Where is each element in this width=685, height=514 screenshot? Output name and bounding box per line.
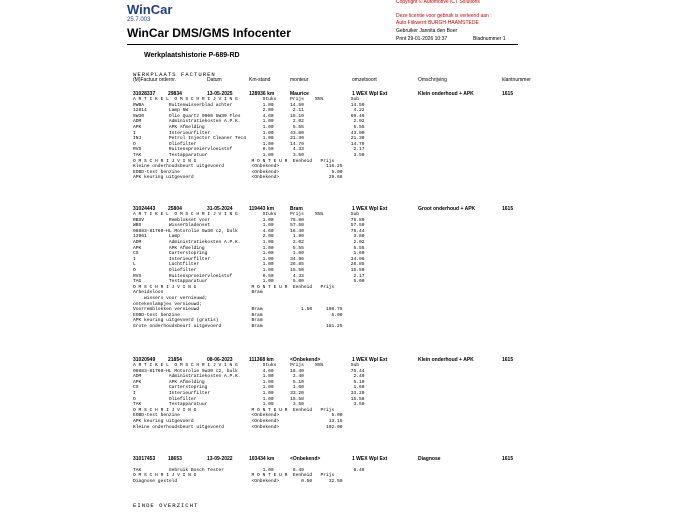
article-row: I Interieurfilter 1.00 34.96 34.96	[133, 256, 365, 262]
mileage: 128936 km	[249, 91, 275, 97]
article-row: ADM Administratiekosten A.P.K. 1.00 2.02 2.02	[133, 119, 365, 125]
col-header-omzet: omzetsoort	[352, 77, 377, 83]
print-date: Print 29-01-2026 10:37	[396, 36, 448, 42]
end-of-report: EINDE OVERZICHT	[133, 502, 199, 509]
article-row: RVS Ruitensproeiervloeistof 0.50 4.33 2.17	[133, 147, 365, 153]
user-line: Gebruiker Jannita den Boer	[396, 28, 458, 34]
article-row: APK APK Afmelding 1.00 5.55 5.55	[133, 125, 365, 130]
mileage: 103434 km	[249, 456, 275, 462]
article-row: O Oliefilter 1.00 15.50 15.50	[133, 268, 365, 273]
article-row: 12814 Lamp 5W 2.00 2.11 4.22	[133, 108, 365, 114]
col-header-datum: Datum	[207, 77, 222, 83]
labor-header: O M S C H R I J V I N G M O N T E U R Eenheid Prijs	[133, 407, 335, 413]
article-row: 08883-81760-HL Motorolie 5w30 c2, bulk 4.60 16.40 75.44	[133, 228, 365, 234]
labor-row: EOBD-test benzine <Onbekend> 5.00	[133, 413, 343, 419]
labor-row: Voorremblokken vernieuwd Bram 1.50 108.75	[133, 307, 343, 313]
labor-row: wissers voor vernieuwd;	[133, 296, 208, 301]
labor-row: APK keuring uitgevoerd (gratis) Bram	[133, 318, 263, 324]
mileage: 119443 km	[249, 206, 275, 212]
article-row: CS Carterstopring 1.00 1.60 1.60	[133, 251, 365, 257]
version-label: 25.7.003	[127, 17, 151, 23]
revenue-type: 1 WEX Wpl Ext	[352, 206, 388, 212]
article-row: CS Carterstopring 1.00 1.60 1.60	[133, 385, 365, 391]
invoice-date: 08-06-2023	[207, 357, 233, 363]
article-row: L Luchtfilter 1.00 26.85 26.85	[133, 262, 365, 268]
article-row: TAK Testapparatuur 1.00 3.50 3.50	[133, 153, 365, 158]
article-row: O Oliefilter 1.00 14.79 14.79	[133, 141, 365, 147]
license-line-1: Deze licentie voor gebruik is verleend aan :	[396, 13, 492, 19]
invoice-number: 31020949	[133, 357, 156, 363]
article-header: A R T I K E L O M S C H R I J V I N G Stuks Prijs %%% Sub	[133, 212, 360, 217]
invoice-description: Diagnose	[418, 456, 441, 462]
mechanic: Maurice	[290, 91, 309, 97]
order-number: 21854	[168, 357, 182, 363]
labor-row: Kleine onderhoudsbeurt uitgevoerd <Onbekend> 116.25	[133, 164, 343, 170]
article-row: RVS Ruitensproeiervloeistof 0.50 4.33 2.17	[133, 273, 365, 279]
col-header-factuur: (M)Factuur ordernr.	[133, 77, 177, 83]
article-row: INJ Petrol Injector Cleaner Tec4 1.00 21.30 21.30	[133, 136, 365, 142]
article-row: ADM Administratiekosten A.P.K. 1.00 2.02 2.02	[133, 240, 365, 245]
invoice-description: Klein onderhoud + APK	[418, 91, 474, 97]
article-row: WBS Wisserbladenset 1.00 57.50 57.50	[133, 223, 365, 229]
labor-row: ontekenlampjes vernieuwd;	[133, 301, 202, 307]
app-title: WinCar DMS/GMS Infocenter	[127, 26, 291, 40]
labor-row: Grote onderhoudsbeurt uitgevoerd Bram 181.25	[133, 324, 343, 329]
labor-row: Arbeidsloon Bram	[133, 290, 263, 296]
labor-header: O M S C H R I J V I N G M O N T E U R Eenheid Prijs	[133, 158, 335, 164]
mechanic: Bram	[290, 206, 303, 212]
license-line-2: Auto Fiikwerrt BURGH-HAAMSTEDE	[396, 20, 479, 26]
order-number: 18653	[168, 456, 182, 462]
mileage: 111368 km	[249, 357, 274, 363]
col-header-klant: klantnummer	[502, 77, 531, 83]
col-header-monteur: monteur	[290, 77, 309, 83]
article-row: RBSV Remblokset voor 1.00 75.80 75.80	[133, 217, 365, 223]
article-row: O Oliefilter 1.00 15.58 15.58	[133, 396, 365, 402]
article-row: TAK Gebruik Bosch Tester 1.00 6.49 6.49	[133, 467, 365, 473]
article-header: A R T I K E L O M S C H R I J V I N G Stuks Prijs %%% Sub	[133, 97, 360, 102]
labor-row: EOBD-test benzine Bram 5.00	[133, 312, 343, 318]
mechanic: <Onbekend>	[290, 357, 321, 363]
article-row: I Interieurfilter 1.00 43.00 43.00	[133, 130, 365, 136]
brand-logo: WinCar	[127, 2, 173, 17]
customer-number: 1615	[502, 456, 514, 462]
labor-row: Kleine onderhoudsbeurt uitgevoerd <Onbekend> 102.00	[133, 424, 343, 430]
invoice-date: 31-05-2024	[207, 206, 233, 212]
customer-number: 1615	[502, 91, 514, 97]
page-number: Bladnummer 1	[473, 36, 506, 42]
customer-number: 1615	[502, 206, 514, 212]
article-row: ADM Administratiekosten A.P.K. 1.00 2.40 2.40	[133, 374, 365, 380]
article-row: 5W30 Olie Quartz 9000 5W30 Fles 4.60 15.10 69.46	[133, 113, 365, 119]
header-divider	[127, 44, 518, 45]
revenue-type: 1 WEX Wpl Ext	[352, 456, 388, 462]
col-header-km: Km-stand	[249, 77, 271, 83]
order-number: 25804	[168, 206, 182, 212]
labor-row: Diagnose gesteld <Onbekend> 0.50 32.50	[133, 478, 343, 484]
revenue-type: 1 WEX Wpl Ext	[352, 357, 388, 363]
document-title: Werkplaatshistorie P-689-RD	[144, 52, 240, 59]
article-row: I Interieurfilter 1.00 33.20 33.20	[133, 391, 365, 396]
revenue-type: 1 WEX Wpl Ext	[352, 91, 388, 97]
invoice-number: 31024443	[133, 206, 156, 212]
article-row: RWBA Ruitenwisserblad achter 1.00 14.50 14.50	[133, 102, 365, 108]
col-header-omschrijving: Omschrijving	[418, 77, 447, 83]
labor-header: O M S C H R I J V I N G M O N T E U R Eenheid Prijs	[133, 284, 335, 290]
article-row: TAG Testapparatuur 1.00 5.00 5.00	[133, 279, 365, 285]
labor-header: O M S C H R I J V I N G M O N T E U R Eenheid Prijs	[133, 473, 335, 479]
article-row: TAK Testapparatuur 1.00 3.50 3.50	[133, 402, 365, 408]
article-row: APK APK Afmelding 1.00 5.55 5.55	[133, 245, 365, 251]
mechanic: <Onbekend>	[290, 456, 321, 462]
labor-row: APK keuring uitgevoerd <Onbekend> 29.68	[133, 175, 343, 181]
section-title: WERKPLAATS FACTUREN	[133, 71, 216, 78]
copyright-notice: Copyright © Automotive ICT Solutions	[396, 0, 480, 5]
article-row: 12961 Lamp 2.00 1.90 3.80	[133, 234, 365, 240]
article-header: A R T I K E L O M S C H R I J V I N G Stuks Prijs %%% Sub	[133, 363, 360, 368]
invoice-number: 31017453	[133, 456, 156, 462]
invoice-date: 13-05-2025	[207, 91, 233, 97]
invoice-number: 31028337	[133, 91, 156, 97]
invoice-description: Groot onderhoud + APK	[418, 206, 476, 212]
invoice-date: 13-09-2022	[207, 456, 233, 462]
order-number: 29834	[168, 91, 182, 97]
labor-row: APK keuring uitgevoerd <Onbekend> 13.15	[133, 419, 343, 424]
labor-row: EOBD-test benzine <Onbekend> 5.00	[133, 169, 343, 175]
customer-number: 1615	[502, 357, 514, 363]
article-row: APK APK Afmelding 1.00 5.10 5.10	[133, 379, 365, 385]
article-row: 08883-81760-HL Motorolie 5w30 c2, bulk 4.60 16.40 75.44	[133, 368, 365, 374]
invoice-description: Klein onderhoud + APK	[418, 357, 474, 363]
